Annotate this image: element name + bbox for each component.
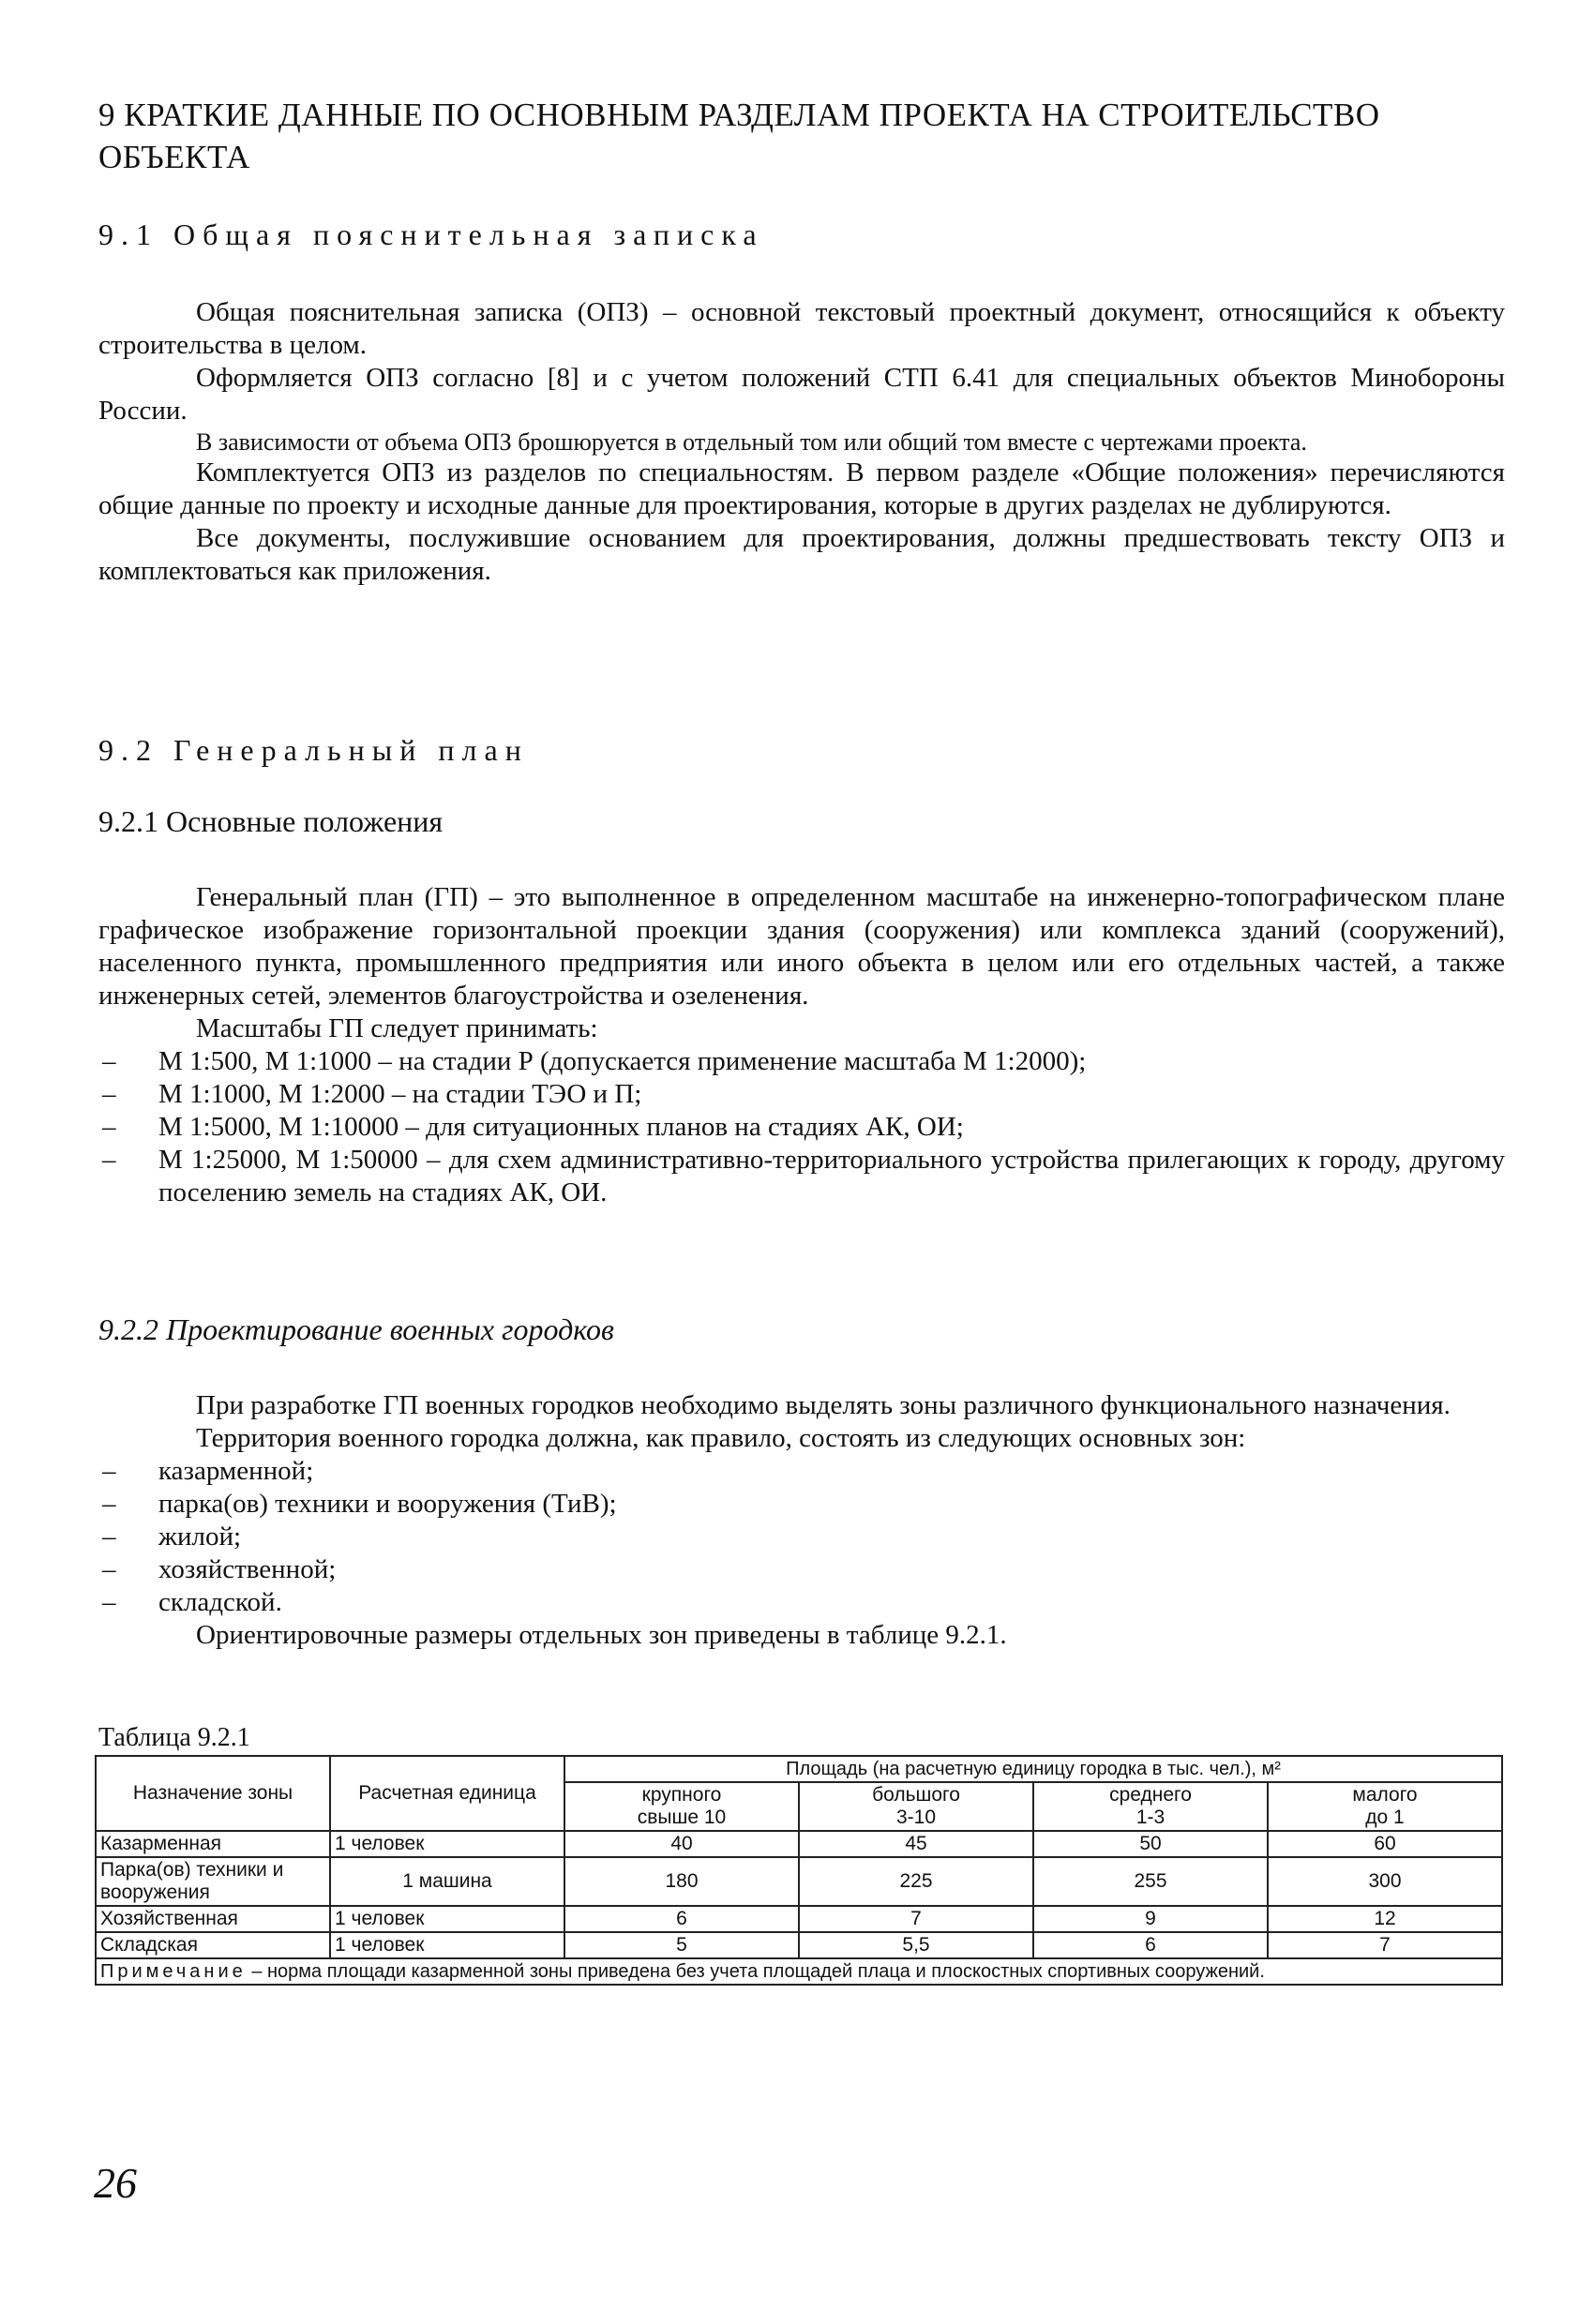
list-item: – М 1:5000, М 1:10000 – для ситуационных планов на стадиях АК, ОИ; bbox=[98, 1111, 1505, 1144]
header-unit: Расчетная единица bbox=[330, 1756, 564, 1831]
list-item: – М 1:25000, М 1:50000 – для схем административно-территориального устройства прилегающих к городу, другому поселению земель на стадиях АК, ОИ. bbox=[98, 1144, 1505, 1209]
list-item: – жилой; bbox=[98, 1521, 1505, 1553]
zones-table bbox=[95, 1755, 1503, 1986]
paragraph: Ориентировочные размеры отдельных зон приведены в таблице 9.2.1. bbox=[196, 1620, 1007, 1650]
paragraph: Генеральный план (ГП) – это выполненное в определенном масштабе на инженерно-топографическом плане графическое изображение горизонтальной проекции здания (сооружения) или комплекса зданий (сооружений), населенного пункта, промышленного предприятия или иного объекта в целом или его отдельных частей, а также инженерных сетей, элементов благоустройства и озеленения. bbox=[98, 882, 1505, 1011]
scales-list bbox=[98, 1045, 1505, 1209]
list-item: – казарменной; bbox=[98, 1455, 1505, 1488]
page-number: 26 bbox=[94, 2159, 137, 2207]
list-item: – парка(ов) техники и вооружения (ТиВ); bbox=[98, 1488, 1505, 1521]
paragraph: Масштабы ГП следует принимать: bbox=[196, 1013, 598, 1043]
subsection-9-2-1-title: 9.2.1 Основные положения bbox=[98, 804, 444, 838]
list-item: – М 1:1000, М 1:2000 – на стадии ТЭО и П; bbox=[98, 1078, 1505, 1111]
subsection-9-2-1-body bbox=[98, 881, 1505, 1209]
paragraph: При разработке ГП военных городков необходимо выделять зоны различного функционального назначения. bbox=[196, 1390, 1451, 1420]
paragraph: Оформляется ОПЗ согласно [8] и с учетом положений СТП 6.41 для специальных объектов Минобороны России. bbox=[98, 363, 1505, 426]
list-item: – хозяйственной; bbox=[98, 1553, 1505, 1586]
header-zone: Назначение зоны bbox=[96, 1756, 330, 1831]
table-row: Хозяйственная 1 человек 6 7 9 12 bbox=[96, 1906, 1502, 1932]
paragraph: Комплектуется ОПЗ из разделов по специальностям. В первом разделе «Общие положения» перечисляются общие данные по проекту и исходные данные для проектирования, которые в других разделах не дублируются. bbox=[98, 457, 1505, 520]
header-size-col: крупного свыше 10 bbox=[564, 1782, 799, 1831]
table-row: Парка(ов) техники и вооружения 1 машина 180 225 255 300 bbox=[96, 1857, 1502, 1906]
zones-list bbox=[98, 1455, 1505, 1619]
section-9-2-title: 9.2 Генеральный план bbox=[98, 733, 529, 767]
header-size-col: малого до 1 bbox=[1268, 1782, 1502, 1831]
paragraph: Все документы, послужившие основанием для проектирования, должны предшествовать тексту ОПЗ и комплектоваться как приложения. bbox=[98, 523, 1505, 586]
table-row: Казарменная 1 человек 40 45 50 60 bbox=[96, 1831, 1502, 1857]
paragraph: Общая пояснительная записка (ОПЗ) – основной текстовый проектный документ, относящийся к объекту строительства в целом. bbox=[98, 297, 1505, 360]
subsection-9-2-2-title: 9.2.2 Проектирование военных городков bbox=[98, 1312, 614, 1346]
paragraph: В зависимости от объема ОПЗ брошюруется в отдельный том или общий том вместе с чертежами проекта. bbox=[196, 428, 1307, 456]
list-item: – М 1:500, М 1:1000 – на стадии Р (допускается применение масштаба М 1:2000); bbox=[98, 1045, 1505, 1078]
section-9-1-title: 9.1 Общая пояснительная записка bbox=[98, 217, 764, 251]
list-item: – складской. bbox=[98, 1586, 1505, 1619]
table-note-row bbox=[96, 1958, 1502, 1985]
subsection-9-2-2-body bbox=[98, 1389, 1505, 1652]
table-note: Примечание – норма площади казарменной зоны приведена без учета площадей плаца и плоскостных спортивных сооружений. bbox=[96, 1958, 1502, 1985]
header-area: Площадь (на расчетную единицу городка в тыс. чел.), м² bbox=[564, 1756, 1502, 1782]
table-caption: Таблица 9.2.1 bbox=[98, 1723, 250, 1752]
chapter-heading: 9 КРАТКИЕ ДАННЫЕ ПО ОСНОВНЫМ РАЗДЕЛАМ ПРОЕКТА НА СТРОИТЕЛЬСТВО ОБЪЕКТА bbox=[98, 97, 1380, 175]
header-size-col: среднего 1-3 bbox=[1033, 1782, 1268, 1831]
section-9-1-body bbox=[98, 296, 1505, 588]
paragraph: Территория военного городка должна, как правило, состоять из следующих основных зон: bbox=[196, 1423, 1246, 1453]
table-row: Складская 1 человек 5 5,5 6 7 bbox=[96, 1932, 1502, 1958]
header-size-col: большого 3-10 bbox=[799, 1782, 1033, 1831]
